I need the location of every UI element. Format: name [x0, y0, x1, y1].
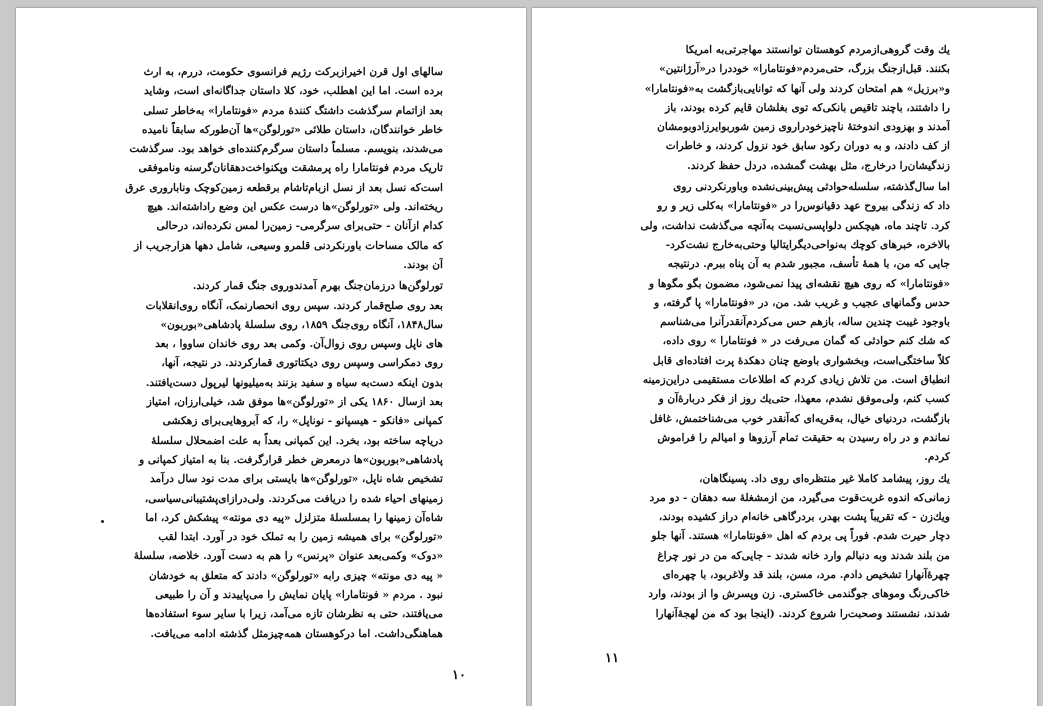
text-line: کرد. تاچند ماه، هیچکس دلواپسی‌نسبت به‌آنچه می‌گذشت نداشت، ولی	[640, 219, 950, 232]
text-line: تورلوگن‌ها درزمان‌جنگ بهرم آمدندوروی جنگ قمار کردند.	[192, 280, 443, 293]
text-line: می‌یافتند، حتی به نظرشان تازه می‌آمد، زیرا با سایر سوء استفاده‌ها	[145, 608, 443, 621]
text-line: های ناپل وسپس روی زوال‌آن. وکمی بعد روی خاندان ساووا ، بعد	[155, 338, 443, 351]
scan-speck	[101, 520, 104, 523]
text-line: هماهنگی‌داشت. اما درکوهستان همه‌چیزمثل گذشته ادامه می‌یافت.	[150, 627, 443, 640]
text-line: زمینهای احیاء شده را دریافت می‌کردند. ولی‌درازای‌پشتیبانی‌سیاسی،	[144, 492, 443, 505]
text-line: بعد ازسال ۱۸۶۰ یکی از «تورلوگن»ها موفق شد، خیلی‌ارزان، امتیاز	[146, 396, 443, 409]
text-line: روی دمکراسی وسپس روی دیکتاتوری قمارکردند. در نتیجه، آنها،	[161, 357, 443, 370]
text-line: خاکی‌رنگ وموهای جوگندمی خاکستری. زن وپسرش وا از بودند، وارد	[648, 588, 950, 601]
text-line: شدند، نشستند وصحبت‌را شروع کردند. (اینجا بود که من لهجهٔ‌آنهارا	[655, 607, 950, 620]
text-line: خاطر خوانندگان، داستان طلائی «تورلوگن»ها آن‌طورکه سابقاً نامیده	[142, 123, 443, 136]
text-line: انطباق است. من تلاش زیادی کردم که اطلاعات مستقیمی دراین‌زمینه	[642, 374, 950, 387]
text-line: « پیه دی مونته» چیزی رابه «تورلوگن» دادند که متعلق به خودشان	[149, 569, 443, 582]
text-line: دریاچه ساخته بود، بخرد. این کمپانی بعداً به علت اضمحلال سلسلهٔ	[151, 434, 443, 447]
text-line: بدون اینکه دست‌به سیاه و سفید بزنند به‌میلیونها لیرپول دست‌یافتند.	[145, 376, 443, 389]
text-line: نماندم و در راه رسیدن به حقیقت تمام آرزوها و امیالم را فراموش	[657, 431, 950, 444]
text-line: کسب کنم، ولی‌موفق نشدم، معهذا، حتی‌یك روز از فکر دربارهٔ‌آن و	[658, 393, 950, 406]
text-line: سال۱۸۴۸، آنگاه روی‌جنگ ۱۸۵۹، روی سلسلهٔ پادشاهی«بوربون»	[160, 318, 443, 331]
text-line: که مالک مساحات باورنکردنی قلمرو وسیعی، شامل دهها هزارجریب از	[134, 239, 443, 252]
text-line: یك وقت گروهی‌ازمردم کوهستان توانستند مهاجرتی‌به امریکا	[685, 44, 950, 56]
left-page-number: ۱۰	[452, 668, 466, 683]
text-line: حدس وگمانهای عجیب و غریب شد. من، در «فونتامارا» پا گرفته، و	[654, 296, 950, 309]
text-line: از کف دادند، و به دوران رکود سابق خود نزول کردند، و خاطرات	[665, 140, 950, 153]
right-page-text	[606, 41, 950, 624]
text-line: جایی که من، با همهٔ تأسف، مجبور شدم به آن پناه ببرم. درنتیجه	[667, 258, 950, 271]
text-line: «تورلوگن» برای همیشه زمین را به تملک خود در آورد. ابتدا لقب	[158, 531, 443, 544]
text-line: و«برزیل» هم امتحان کردند ولی آنها که توانایی‌بازگشت به«فونتامارا»	[644, 82, 950, 95]
text-line: ویك‌زن - که تقریباً پشت بهدر، بردرگاهی خانه‌ام دراز کشیده بودند،	[658, 511, 950, 524]
text-line: «دوک» وکمی‌بعد عنوان «پرنس» را هم به دست آورد. خلاصه، سلسلهٔ	[133, 550, 443, 563]
text-line: اما سال‌گذشته، سلسله‌حوادثی پیش‌بینی‌نشده وباورنکردنی روی	[673, 181, 950, 194]
text-line: یك روز، پیشامد کاملا غیر منتظره‌ای روی داد. پسینگاهان،	[699, 472, 950, 485]
text-line: دچار حیرت شدم. فوراً پی بردم که اهل «فونتامارا» هستند. آنها جلو	[651, 530, 950, 543]
text-line: ریخته‌اند. ولی «تورلوگن»ها درست عکس این وضع راداشته‌اند. هیچ	[147, 201, 443, 214]
text-line: بکنند. قبل‌ازجنگ بزرگ، حتی‌مردم«فونتامارا» خوددرا در«آرژانتین»	[659, 63, 950, 76]
left-page-text	[88, 63, 443, 644]
text-line: پادشاهی«بوربون»ها درمعرض خطر قرارگرفت. بنا به امتیاز کمپانی و	[139, 453, 443, 466]
text-line: کمپانی «فانکو - هیسپانو - نوناپل» را، که آبروهایی‌برای زهکشی	[162, 415, 443, 428]
text-line: که شك کنم حوادثی که گمان می‌رفت در « فونتامارا » روی داده،	[662, 335, 950, 348]
text-line: چهرهٔ‌آنهارا تشخیص دادم. مرد، مسن، بلند قد ولاغربود، با چهره‌ای	[662, 569, 950, 582]
text-line: بازگشت، دردنیای خیال، به‌قریه‌ای که‌آنقدر خوب می‌شناختمش، غافل	[649, 412, 950, 425]
text-line: می‌شدند، بنویسم. مسلماً داستان سرگرم‌کننده‌ای خواهد بود. سرگذشت	[129, 143, 443, 156]
text-line: من بلند شدند وبه دنبالم وارد خانه شدند - جایی‌که من در نور چراغ	[657, 549, 950, 562]
text-line: «فونتامارا» که روی هیچ نقشه‌ای پیدا نمی‌شود، مضمون بگو مگوها و	[648, 277, 950, 290]
text-line: بعد ازاتمام سرگذشت داشتگ کنندهٔ مردم «فونتامارا» به‌خاطر تسلی	[143, 104, 443, 117]
text-line: برده است. اما این اهطلب، خود، کلا داستان جداگانه‌ای است، وشاید	[143, 85, 443, 98]
text-line: زمانی‌که اندوه غربت‌قوت می‌گیرد، من ازمشغلهٔ سه دهقان - دو مرد	[649, 491, 950, 504]
text-line: کردم.	[924, 451, 950, 464]
text-line: زندگیشان‌را درخارج، مثل بهشت گمشده، دردل حفظ کردند.	[687, 159, 950, 172]
text-line: بعد روی صلح‌قمار کردند. سپس روی انحصارنمک، آنگاه روی‌انقلابات	[145, 299, 443, 312]
text-line: تشخیص شاه ناپل، «تورلوگن»ها بایستی برای مدت نود سال درآمد	[149, 473, 443, 486]
right-page-number: ۱۱	[605, 651, 619, 666]
text-line: نبود . مردم « فونتامارا» پایان نمایش را می‌پاییدند و آن را طبیعی	[155, 589, 443, 602]
text-line: است‌که نسل بعد از نسل ازبام‌تاشام برقطعه زمین‌کوچک وناباروری عرق	[125, 181, 443, 194]
text-line: آن بودند.	[403, 258, 443, 271]
text-line: سالهای اول قرن اخیرازبرکت رژیم فرانسوی حکومت، دررم، به ارث	[143, 66, 443, 78]
text-line: آمدند و بهزودی اندوختهٔ ناچیزخودراروی زمین شوربوایرزادوبومشان	[657, 121, 950, 134]
text-line: تاریک مردم فونتامارا راه پرمشقت وپکنواخت‌دهقانان‌گرسنه وناموفقی	[138, 162, 443, 175]
text-line: کلاً ساختگی‌است، وبخشواری باوضع چنان دهکدهٔ پرت افتاده‌ای قابل	[652, 354, 950, 367]
text-line: را داشتند، باچند تاقیص بانکی‌که توی بغلشان قایم کرده بودند، باز	[665, 101, 950, 114]
text-line: کدام ازآنان - حتی‌برای سرگرمی- زمین‌را لمس نکرده‌اند، درحالی	[156, 220, 443, 233]
text-line: باوجود غیبت چندین ساله، بازهم حس می‌کردم‌آنقدر‌آنرا می‌شناسم	[660, 316, 950, 329]
text-line: شاه‌آن زمینها را بمسلسلهٔ متزلزل «پیه دی مونته» پیشکش کرد، اما	[145, 511, 443, 524]
right-page	[532, 8, 1037, 706]
text-line: داد که زندگی بیروح عهد دقیانوس‌را در «فونتامارا» به‌کلی زیر و رو	[657, 200, 950, 213]
text-line: بالاخره، خبرهای کوچك به‌نواحی‌دیگرایتالیا وحتی‌به‌خارج نشت‌کرد-	[665, 238, 950, 251]
left-page	[16, 8, 526, 706]
